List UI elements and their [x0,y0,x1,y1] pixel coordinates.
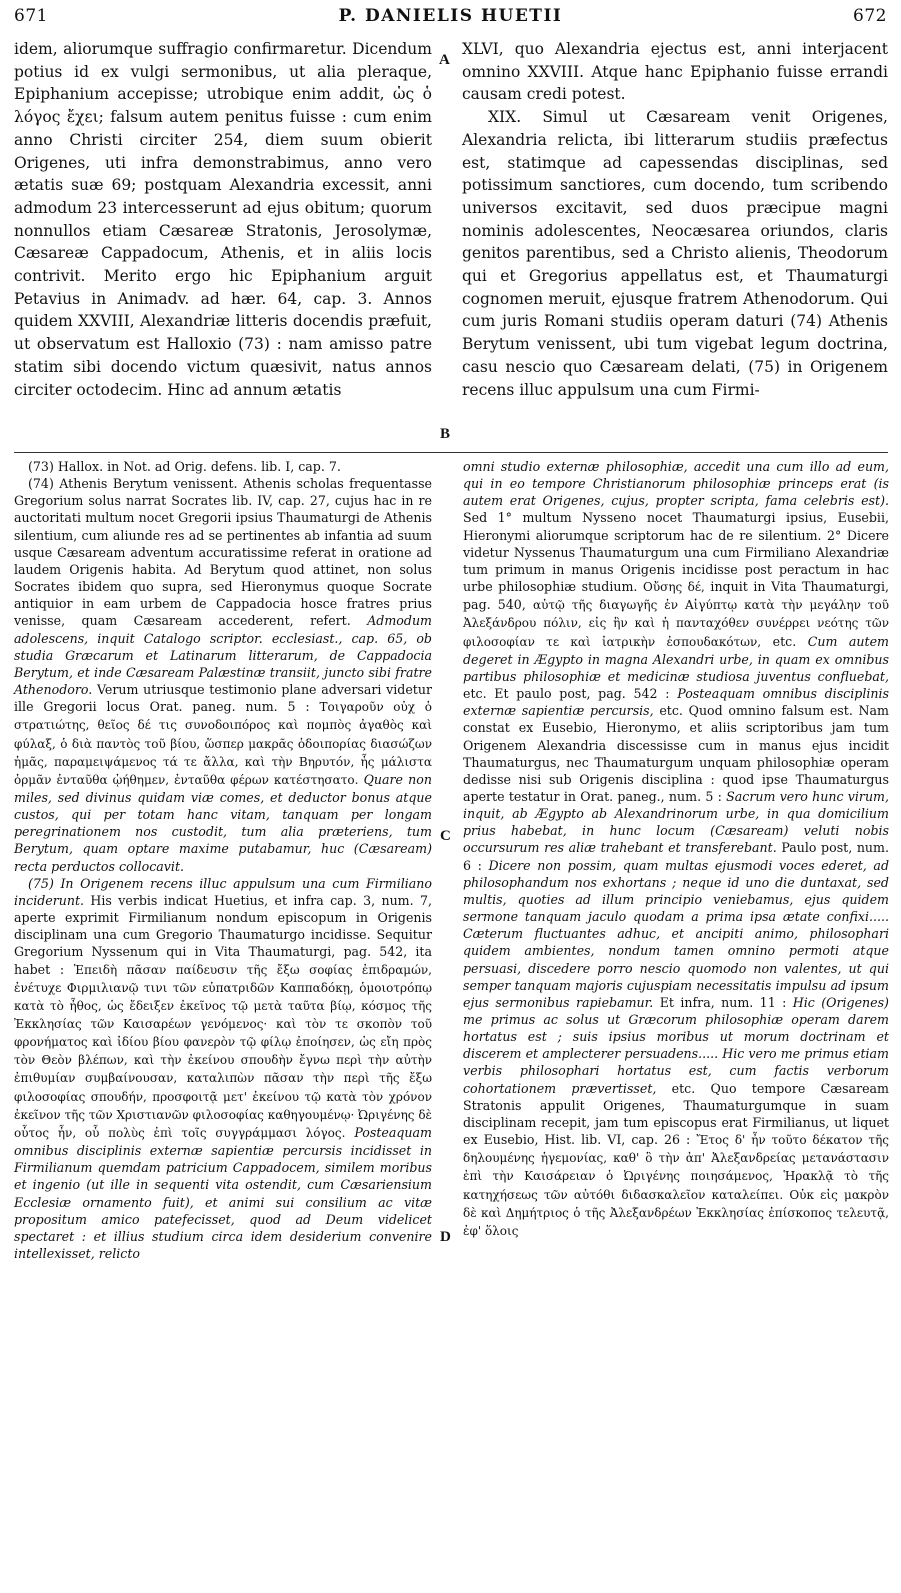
footnotes-right-column [463,458,889,1240]
main-paragraph-right-continued: XLVI, quo Alexandria ejectus est, anni interjacent omnino XXVIII. Atque hanc Epiphanio fuisse errandi causam credi potest. [462,40,888,104]
margin-marker-d: D [440,1229,451,1245]
footnote-75-continued [463,458,889,1240]
main-text-right-column [462,38,888,401]
main-paragraph-section-xix: XIX. Simul ut Cæsaream venit Origenes, Alexandria relicta, ibi litterarum studiis præfectus est, statimque ad capessendas disciplinas, sed potissimum sanctiores, cum docendo, tum scribendo universos excitavit, sed duos præcipue magni nominis adolescentes, Neocæsarea oriundos, claris genitos parentibus, sed a Christo alienis, Theodorum qui et Gregorius appellatus est, et Thaumaturgi cognomen meruit, ejusque fratrem Athenodorum. Qui cum juris Romani studiis operam daturi (74) Athenis Berytum venissent, ubi tum vigebat legum doctrina, casu nescio quo Cæsaream delati, (75) in Origenem recens illuc appulsum una cum Firmi- [462,108,888,399]
note-r3b: etc. [772,633,797,649]
footnote-74-text: (74) Athenis Berytum venissent. Athenis scholas frequentasse Gregorium solus narrat Socrates lib. IV, cap. 27, cujus hac in re auctoritati multum nocet Gregorii ipsius Thaumaturgi de Athenis silentium, cum aliunde res ad se pertinentes ab infantia ad suum usque Cæsaream adventum accuratissime referat in oratione ad laudem Origenis habita. Ad Berytum quod attinet, non solus Socrates ibidem quo supra, sed Hieronymus quoque Socrate antiquior in eam urbem de Cappadocia hosce fratres prius venisse, quam Cæsaream accederent, refert. [14,476,432,629]
note-r7: Dicere non possim, quam multas ejusmodi voces ederet, ad philosophandum nos exhortans ; neque id uno die duntaxat, sed multis, quoties ad illum principio veniebamus, ejus quidem sermone tanquam jaculo quodam a prima ipsa ætate confixi..... Cæterum fluctuantes adhuc, et ancipiti animo, philosophari quidem ambientes, nondum tamen omnino permoti atque persuasi, discedere porro nescio quomodo non valentes, ut qui semper tanquam majoris cujuspiam necessitatis impulsu ad ipsum ejus sermonibus rapiebamur. [463,857,890,1010]
footnote-74-greek: Τοιγαροῦν οὐχ ὁ στρατιώτης, θεῖος δέ τις συνοδοιπόρος καὶ πομπὸς ἀγαθὸς καὶ φύλαξ, ὁ διὰ παντὸς τοῦ βίου, ὥσπερ μακρᾶς ὁδοιπορίας διασώζων ἡμᾶς, παραμειψάμενος τά τε ἄλλα, καὶ τὴν Βηρυτόν, ἧς μάλιστα ὁρμᾶν ἐνταῦθα ᾠήθημεν, ἐνταῦθα φέρων κατέστησατο. [14,700,432,787]
footnote-75-latin: Posteaquam omnibus disciplinis externæ sapientiæ percursis incidisset in Firmilianum quemdam patricium Cappadocem, similem moribus et ingenio (ut ille in sequenti vita ostendit, cum Cæsariensium Ecclesiæ ornamento fuit), et animi sui consilium ac vitæ propositum amico patefecisset, quod ad Deum videlicet spectaret : et illius studium circa idem desiderium convenire intellexisset, relicto [14,1124,432,1262]
running-title: P. DANIELIS HUETII [338,6,563,26]
footnote-74 [14,475,432,875]
footnote-73: (73) Hallox. in Not. ad Orig. defens. lib. I, cap. 7. [28,459,341,474]
page-number-right: 672 [853,6,887,26]
footnote-74-latin: Quare non miles, sed divinus quidam viæ comes, et deductor bonus atque custos, qui per totam hanc vitam, tanquam per longam peregrinationem nos custodit, tum alia præteriens, tum Berytum, quam optare maxime putabamur, huc (Cæsaream) recta perductos collocavit. [14,771,432,874]
footnote-separator [14,452,888,453]
margin-marker-a: A [439,52,450,68]
footnote-75 [14,875,432,1262]
note-r7b: Et infra, num. 11 : [659,994,787,1010]
note-r9-greek: Ἔτος δ' ἦν τοῦτο δέκατον τῆς δηλουμένης ἡγεμονίας, καθ' ὃ τὴν ἀπ' Ἀλεξανδρείας μετανάστασιν ἐπὶ τὴν Καισάρειαν ὁ Ὠριγένης ποιησάμενος, Ἡρακλᾷ τὸ τῆς κατηχήσεως τῶν αὐτόθι διδασκαλεῖον καταλείπει. Οὐκ εἰς μακρὸν δὲ καὶ Δημήτριος ὁ τῆς Ἀλεξανδρέων Ἐκκλησίας ἐπίσκοπος τελευτᾷ, ἐφ' ὅλοις [463,1133,889,1238]
main-paragraph-left: idem, aliorumque suffragio confirmaretur. Dicendum potius id ex vulgi sermonibus, ut alia pleraque, Epiphanium accepisse; utrobique enim addit, ὡς ὁ λόγος ἔχει; falsum autem penitus fuisse : cum enim anno Christi circiter 254, diem suum obierit Origenes, uti infra demonstrabimus, anno vero ætatis suæ 69; postquam Alexandria excessit, anni admodum 23 intercesserunt ad ejus obitum; quorum nonnullos etiam Cæsareæ Stratonis, Jerosolymæ, Cæsareæ Cappadocum, Athenis, et in aliis locis contrivit. Merito ergo hic Epiphanium arguit Petavius in Animadv. ad hær. 64, cap. 3. Annos quidem XXVIII, Alexandriæ litteris docendis præfuit, ut observatum est Halloxio (73) : nam amisso patre statim sibi docendo victum quæsivit, natus annos circiter octodecim. Hinc ad annum ætatis [14,40,432,399]
margin-marker-c: C [440,828,451,844]
footnote-75-text: His verbis indicat Huetius, et infra cap. 3, num. 7, aperte exprimit Firmilianum nondum episcopum in Origenis disciplinam una cum Gregorio Thaumaturgo incidisse. Sequitur Gregorium Nyssenum qui in Vita Thaumaturgi, pag. 542, ita habet : [14,892,433,977]
note-r6b: Paulo post, num. 6 : [463,840,889,873]
note-r5b: etc. Quod omnino falsum est. Nam constat ex Eusebio, Hieronymo, et aliis scriptoribus jam tum Origenem Alexandria discessisse cum in manus ejus incidit Thaumaturgus, nec Thaumaturgum unquam philosophiæ operam dedisse nisi sub Origenis disciplina : quod ipse Thaumaturgus aperte testatur in Orat. paneg., num. 5 : [463,703,889,804]
running-header [14,4,887,34]
footnotes-left-column [14,458,432,1262]
note-r4: Cum autem degeret in Ægypto in magna Alexandri urbe, in quam ex omnibus partibus philosophiæ et medicinæ studiosa juventus confluebat, [463,633,889,684]
footnote-74-comment: Verum utriusque testimonio plane adversari videtur ille Gregorii locus Orat. paneg. num. 5 : [14,682,432,715]
footnote-75-greek: Ἐπειδὴ πᾶσαν παίδευσιν τῆς ἔξω σοφίας ἐπιδραμών, ἐνέτυχε Φιρμιλιανῷ τινι τῶν εὐπατριδῶν Καππαδόκῃ, ὁμοιοτρόπῳ κατὰ τὸ ἦθος, ὡς ἔδειξεν ἐκεῖνος τῷ μετὰ ταῦτα βίῳ, κόσμος τῆς Ἐκκλησίας τῶν Καισαρέων γενόμενος· καὶ τὸν τε σκοπὸν τοῦ φρονήματος καὶ ἰδίου βίου φανερὸν τῷ φίλῳ ἐποίησεν, ὡς εἴη πρὸς τὸν Θεὸν βλέπων, καὶ τὴν ἐκείνου σπουδὴν ἔγνω περὶ τὴν αὐτὴν ἐπιθυμίαν συμβαίνουσαν, καταλιπὼν πᾶσαν τὴν περὶ τῆς ἔξω φιλοσοφίας σπουδήν, προσφοιτᾷ μετ' ἐκείνου τῷ κατὰ τὸν χρόνον ἐκεῖνον τῆς τῶν Χριστιανῶν φιλοσοφίας καθηγουμένῳ· Ὠριγένης δὲ οὗτος ἦν, οὗ πολὺς ἐπὶ τοῖς συγγράμμασι λόγος. [14,962,432,1140]
note-r6: Sacrum vero hunc virum, inquit, ab Ægypto ab Alexandrinorum urbe, in qua domicilium prius habebat, in hunc locum (Cæsaream) veluti nobis occursurum res aliæ trahebant et transferebant. [463,788,890,856]
note-r4b: etc. Et paulo post, pag. 542 : [463,686,670,702]
main-text-left-column [14,38,432,401]
footnote-74-quote-jerome: Admodum adolescens, inquit Catalogo scriptor. ecclesiast., cap. 65, ob studia Græcarum et Latinarum litterarum, de Cappadocia Berytum, et inde Cæsaream Palæstinæ transiit, juncto sibi fratre Athenodoro. [14,613,432,698]
margin-marker-b: B [440,426,451,442]
note-r1: omni studio externæ philosophiæ, accedit una cum illo ad eum, qui in eo tempore Christianorum philosophiæ princeps erat (is autem erat Origenes, cujus, propter scripta, fama celebris est). [463,459,889,509]
note-r5: Posteaquam omnibus disciplinis externæ sapientiæ percursis, [463,686,889,719]
note-r3-greek: Οὔσης δέ, [643,580,705,595]
footnote-75-lemma: (75) In Origenem recens illuc appulsum una cum Firmiliano inciderunt. [14,875,432,908]
note-r8: Hic (Origenes) me primus ac solus ut Græcorum philosophiæ operam darem hortatus est ; suis ipsius moribus ut morum doctrinam et discerem et amplecterer persuadens..... Hic vero me primus etiam verbis philosophari hortatus est, cum factis verborum cohortationem prævertisset, [463,994,889,1096]
note-r3-greek-2: αὐτῷ τῆς διαγωγῆς ἐν Αἰγύπτῳ κατὰ τὴν μεγάλην τοῦ Ἀλεξάνδρου πόλιν, εἰς ἣν καὶ ἡ πανταχόθεν συνέρρει νεότης τῶν φιλοσοφίαν τε καὶ ἰατρικὴν ἐσπουδακότων, [463,598,889,649]
note-r2: Sed 1° multum Nysseno nocet Thaumaturgi ipsius, Eusebii, Hieronymi aliorumque scriptorum hac de re silentium. 2° Dicere videtur Nyssenus Thaumaturgum una cum Firmiliano Alexandriæ tum primum in manus Origenis incidisse post peractum in hac urbe philosophiæ studium. [463,510,889,595]
note-r3: inquit in Vita Thaumaturgi, pag. 540, [463,579,889,613]
page-number-left: 671 [14,6,48,26]
note-r8b: etc. Quo tempore Cæsaream Stratonis appulit Origenes, Thaumaturgumque in suam disciplinam recepit, jam tum episcopus erat Firmilianus, ut liquet ex Eusebio, Hist. lib. VI, cap. 26 : [463,1080,889,1148]
